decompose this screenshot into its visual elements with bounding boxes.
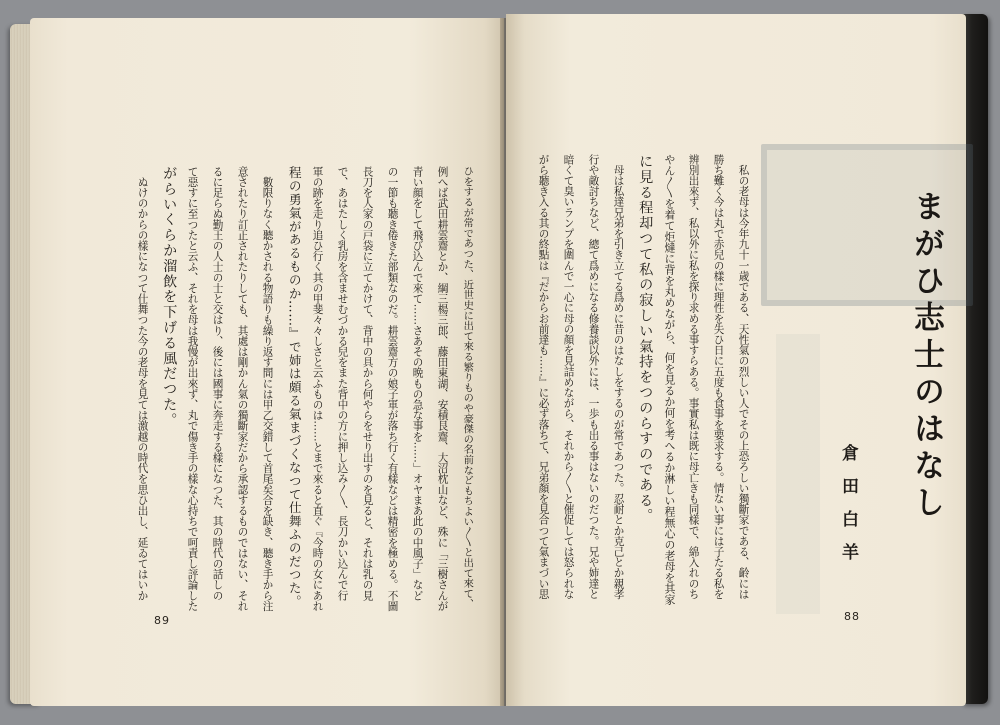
text-column: ぬけのからの樣になつて仕舞つた今の老母を見ては激越の時代を思ひ出し、延ゐてはいか [136,166,149,601]
text-column: て惡すに至つたと云ふ、それを母は我慢が出來ず、丸で傷き手の樣な心持ちで呵責し評論した [186,166,199,612]
text-column: ひをするが常であつた、近世史に出て來る繁りものや豪傑の名前などもちよい〳〵と出て來て、 [461,166,474,609]
left-page [30,18,504,706]
text-column: 暗くて臭いランプを圍んで一心に母の顏を見詰めながら、それから〳〵と催促しては怒られな [562,154,575,600]
bleed-through-mark [776,334,820,614]
text-column: 長刀を人家の戸袋に立てかけて、背中の具から何やらをせり出すのを見ると、それは乳の見 [361,166,374,601]
text-column: 母は私達兄弟を引き立てる爲めに昔のはなしをするのが常であつた。忍耐とか克己とか親孝 [612,154,625,600]
text-column: 意されたり訂正されたりしても、其處は剛かん氣の獨斷家だから承認するものではない、それ [236,166,249,612]
text-column: 軍の跡を走り追ひ行く其の甲斐々々しさと云ふものは……とまで來ると直ぐ『今時の女にあれ [311,166,324,612]
text-column: るに足らぬ勤王の人士の士と交はり、後には國事に奔走する樣になつた、其の時代の話しの [211,166,224,601]
text-column: 行や敵討ちなど、總て爲めになる修養談以外には、一歩も出る事はないのだつた。兄や姉達と [587,154,600,600]
text-column: 青い顔をして飛び込んで來て……さあその晩もの急な事を……」オヤまあ此の中風子」など [411,166,424,601]
page-number: 88 [844,610,860,623]
text-column: 例へば武田耕雲齋とか、綱三楊三郎、藤田東湖、安積艮齋、大沼枕山など、殊に「三樹さんが [436,166,449,612]
text-column: 勝ち難く今は丸で赤兒の樣に理性を失ひ日に五度も食事を要求する。情ない事には子たる私を [712,154,725,600]
page-number: 89 [154,614,170,627]
text-column: がら聽き入る其の終點は『だからお前達も……』に必ず落ちて、兄弟顏を見合つて氣まづい思 [537,154,550,600]
text-column: の一節も聽き倦きた部類なのだ。耕雲齋方の娘子軍が落ち行く有樣などは精密を極める。不圖 [386,166,399,612]
essay-author: 倉田白羊 [838,444,858,576]
essay-title: まがひ志士のはなし [908,190,944,523]
text-column: 私の老母は今年九十一歳である、天性氣の烈しい人でその上恐ろしい獨斷家である、齡には [737,154,750,600]
text-column: やん〳〵を着て炬燵に背を丸めながら、何を見るか何を考へるか淋しい程無心の老母を其家 [662,154,676,605]
text-column: 數限りなく聽かされる物語りも繰り返す間には甲乙交錯して首尾矣合を缺き、聽き手から注 [261,166,274,612]
text-column: に見る程却つて私の寂しい氣持をつのらすのである。 [637,154,654,524]
text-column: がらいくらか溜飲を下げる風だつた。 [161,166,178,428]
text-column: 辨別出來ず、私以外に私を探り求める事すらある。事實私は既に母亡きも同樣で、綿入れのち [687,154,700,600]
right-page [506,14,966,706]
text-column: 程の勇氣があるものか……』で姉は頗る氣まづくなつて仕舞ふのだつた。 [286,166,302,609]
text-column: で、あはたしく乳房を含ませむづかる兒をまた背中の方に押し込み〳〵、長刀かい込んで行 [336,166,349,601]
